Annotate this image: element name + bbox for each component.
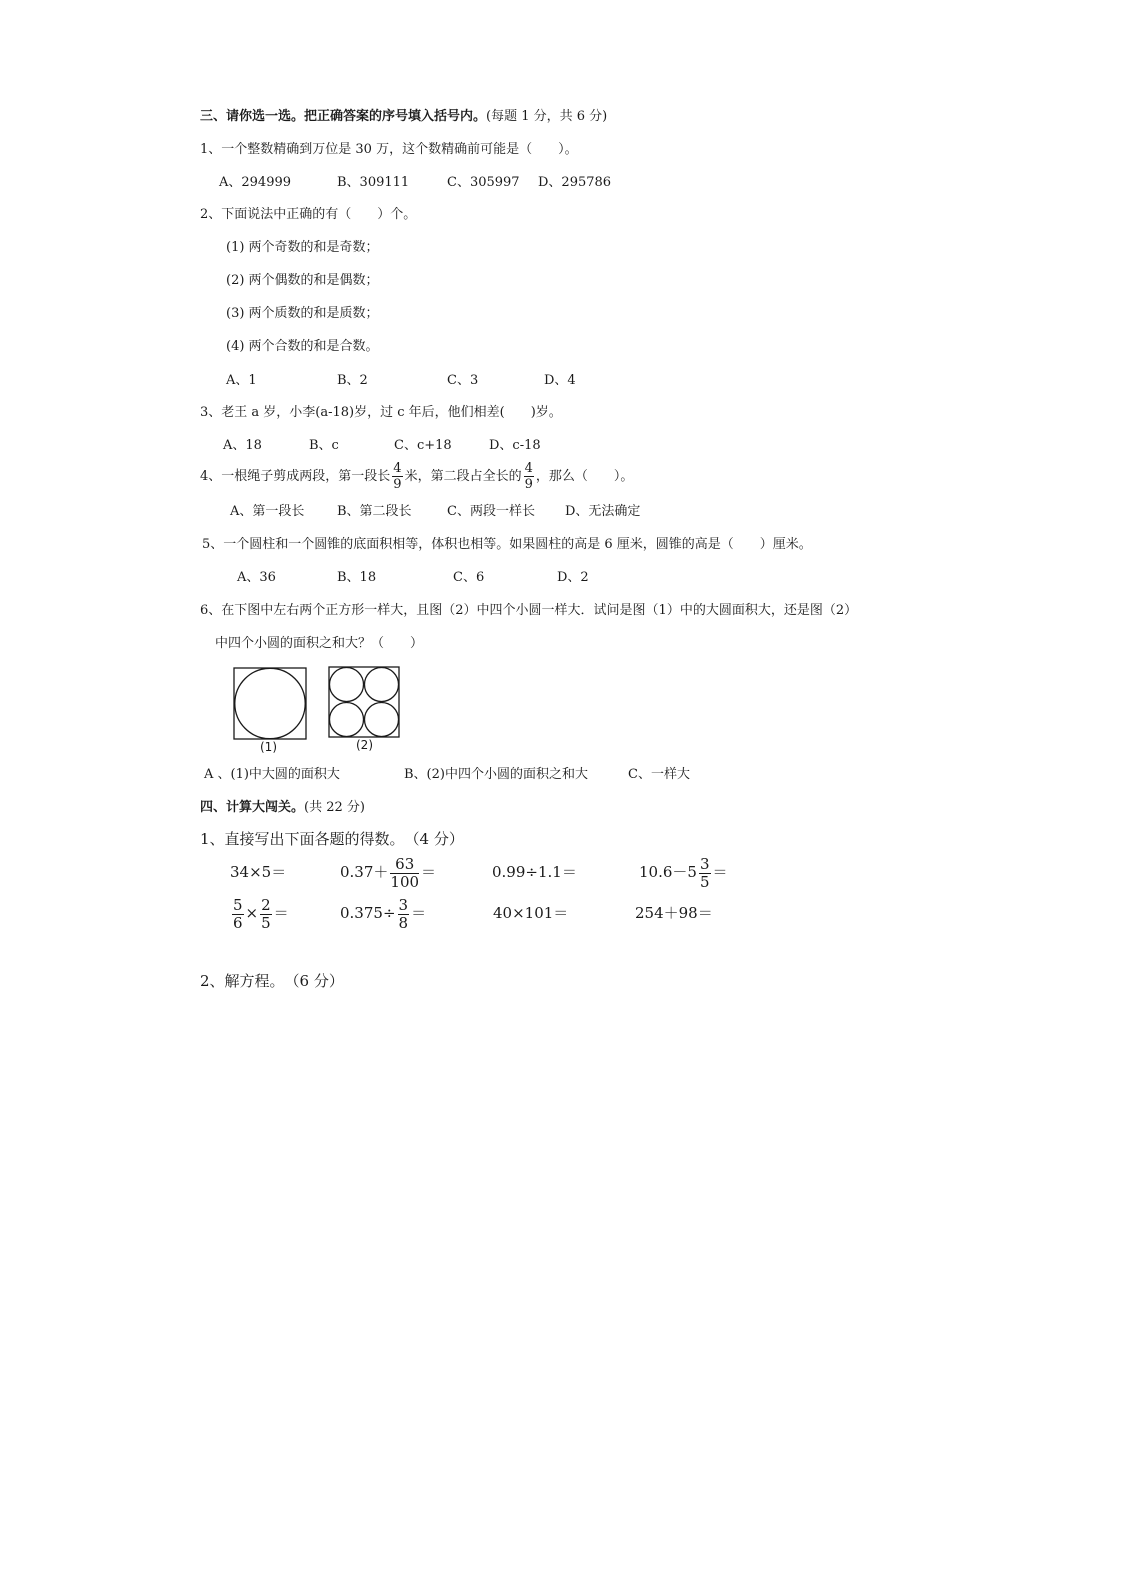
q6-stem-line1: 6、在下图中左右两个正方形一样大，且图（2）中四个小圆一样大．试问是图（1）中的大圆面积大，还是图（2） <box>200 603 858 618</box>
q2-option-c: C、3 <box>447 373 479 388</box>
q6-figure-1-label: (1) <box>260 740 277 754</box>
q4-option-d: D、无法确定 <box>565 504 641 519</box>
calc-item-6-equals: ＝ <box>411 904 427 922</box>
q1-option-a: A、294999 <box>219 175 292 190</box>
calc-item-4-fraction <box>699 854 711 891</box>
calc-item-5-fraction-1 <box>232 895 244 932</box>
q3-option-b: B、c <box>309 438 339 453</box>
q2-statement-1: (1) 两个奇数的和是奇数； <box>226 240 379 255</box>
q4-option-a: A、第一段长 <box>230 504 305 519</box>
calc-item-8: 254＋98＝ <box>635 904 713 922</box>
calc-item-2-equals: ＝ <box>421 863 437 881</box>
calc-item-6-numerator: 3 <box>398 895 409 914</box>
calc-item-5-denominator-2: 5 <box>261 913 271 932</box>
q1-option-d: D、295786 <box>538 175 612 190</box>
q4-fraction-2-numerator: 4 <box>524 461 533 476</box>
calc-item-2-fraction <box>390 854 420 891</box>
calc-item-2-numerator: 63 <box>390 857 419 874</box>
q4-option-c: C、两段一样长 <box>447 504 535 519</box>
q3-option-c: C、c+18 <box>394 438 452 453</box>
q5-option-d: D、2 <box>557 570 589 585</box>
q4-stem-part2: 米，第二段占全长的 <box>404 469 522 484</box>
q6-figure-2-label: (2) <box>356 738 373 752</box>
calc-item-2 <box>340 852 436 892</box>
calc-item-6-denominator: 8 <box>398 913 409 932</box>
q6-figure-1-big-circle <box>233 667 308 741</box>
calc-item-3: 0.99÷1.1＝ <box>492 863 577 881</box>
q1-option-b: B、309111 <box>337 175 410 190</box>
q4-fraction-1 <box>392 462 402 491</box>
calc-item-5-fraction-2 <box>260 895 272 932</box>
q3-option-a: A、18 <box>223 438 262 453</box>
q4-fraction-2-denominator: 9 <box>524 477 533 492</box>
section-3-title: 三、请你选一选。把正确答案的序号填入括号内。 <box>200 109 487 124</box>
q1-option-c: C、305997 <box>447 175 520 190</box>
section-3-score-note: (每题 1 分，共 6 分) <box>486 109 608 124</box>
section-3-heading <box>200 108 607 126</box>
q2-option-b: B、2 <box>337 373 368 388</box>
calc-item-1: 34×5＝ <box>230 863 287 881</box>
equation-section-title: 2、解方程。 （6 分） <box>200 972 344 990</box>
q3-option-d: D、c-18 <box>489 438 541 453</box>
calc-item-5-numerator-2: 2 <box>261 895 271 914</box>
q5-stem: 5、一个圆柱和一个圆锥的底面积相等，体积也相等。如果圆柱的高是 6 厘米，圆锥的高是（ ）厘米。 <box>202 537 812 552</box>
q5-option-b: B、18 <box>337 570 377 585</box>
q2-stem: 2、下面说法中正确的有（ ）个。 <box>200 207 417 222</box>
calc-item-5-operator: × <box>245 904 259 922</box>
q6-option-c: C、一样大 <box>628 767 690 782</box>
q1-stem: 1、一个整数精确到万位是 30 万，这个数精确前可能是（ ）。 <box>200 142 578 157</box>
q6-option-a: A 、(1)中大圆的面积大 <box>204 767 340 782</box>
calc-item-2-prefix: 0.37＋ <box>340 863 389 881</box>
calc-item-5-denominator-1: 6 <box>233 913 243 932</box>
q2-statement-4: (4) 两个合数的和是合数。 <box>226 339 379 354</box>
calc-item-4-equals: ＝ <box>712 863 728 881</box>
section-4-score-note: (共 22 分) <box>304 800 365 815</box>
calc-item-2-denominator: 100 <box>390 872 420 891</box>
q4-fraction-1-denominator: 9 <box>393 477 402 492</box>
q2-option-d: D、4 <box>544 373 576 388</box>
calc-item-4-prefix: 10.6－5 <box>639 863 697 881</box>
calc-item-5 <box>230 893 289 933</box>
q5-option-c: C、6 <box>453 570 485 585</box>
q4-stem <box>200 462 633 492</box>
q6-stem-line2: 中四个小圆的面积之和大？（ ） <box>215 636 424 651</box>
q2-option-a: A、1 <box>226 373 257 388</box>
q6-figure-2-four-circles <box>328 666 401 739</box>
calc-item-5-equals: ＝ <box>273 904 289 922</box>
calc-item-6 <box>340 893 426 933</box>
q2-statement-2: (2) 两个偶数的和是偶数； <box>226 273 379 288</box>
q4-fraction-1-numerator: 4 <box>393 461 402 476</box>
calc-item-4-denominator: 5 <box>699 872 710 891</box>
section-4-title: 四、计算大闯关。 <box>200 800 305 815</box>
calc-item-5-numerator-1: 5 <box>233 895 243 914</box>
calc-item-6-prefix: 0.375÷ <box>340 904 396 922</box>
q6-option-b: B、(2)中四个小圆的面积之和大 <box>404 767 588 782</box>
q3-stem: 3、老王 a 岁，小李(a-18)岁，过 c 年后，他们相差( )岁。 <box>200 405 562 420</box>
q4-stem-part3: ，那么（ ）。 <box>535 469 634 484</box>
calc-item-7: 40×101＝ <box>493 904 569 922</box>
q4-option-b: B、第二段长 <box>337 504 412 519</box>
calc-item-4-numerator: 3 <box>699 854 710 873</box>
calc-item-4 <box>639 852 728 892</box>
q5-option-a: A、36 <box>237 570 276 585</box>
calc-section-title: 1、直接写出下面各题的得数。 （4 分） <box>200 830 464 848</box>
q2-statement-3: (3) 两个质数的和是质数； <box>226 306 379 321</box>
calc-item-6-fraction <box>398 895 410 932</box>
section-4-heading <box>200 799 365 817</box>
q4-fraction-2 <box>524 462 534 491</box>
q4-stem-part1: 4、一根绳子剪成两段，第一段长 <box>200 469 391 484</box>
